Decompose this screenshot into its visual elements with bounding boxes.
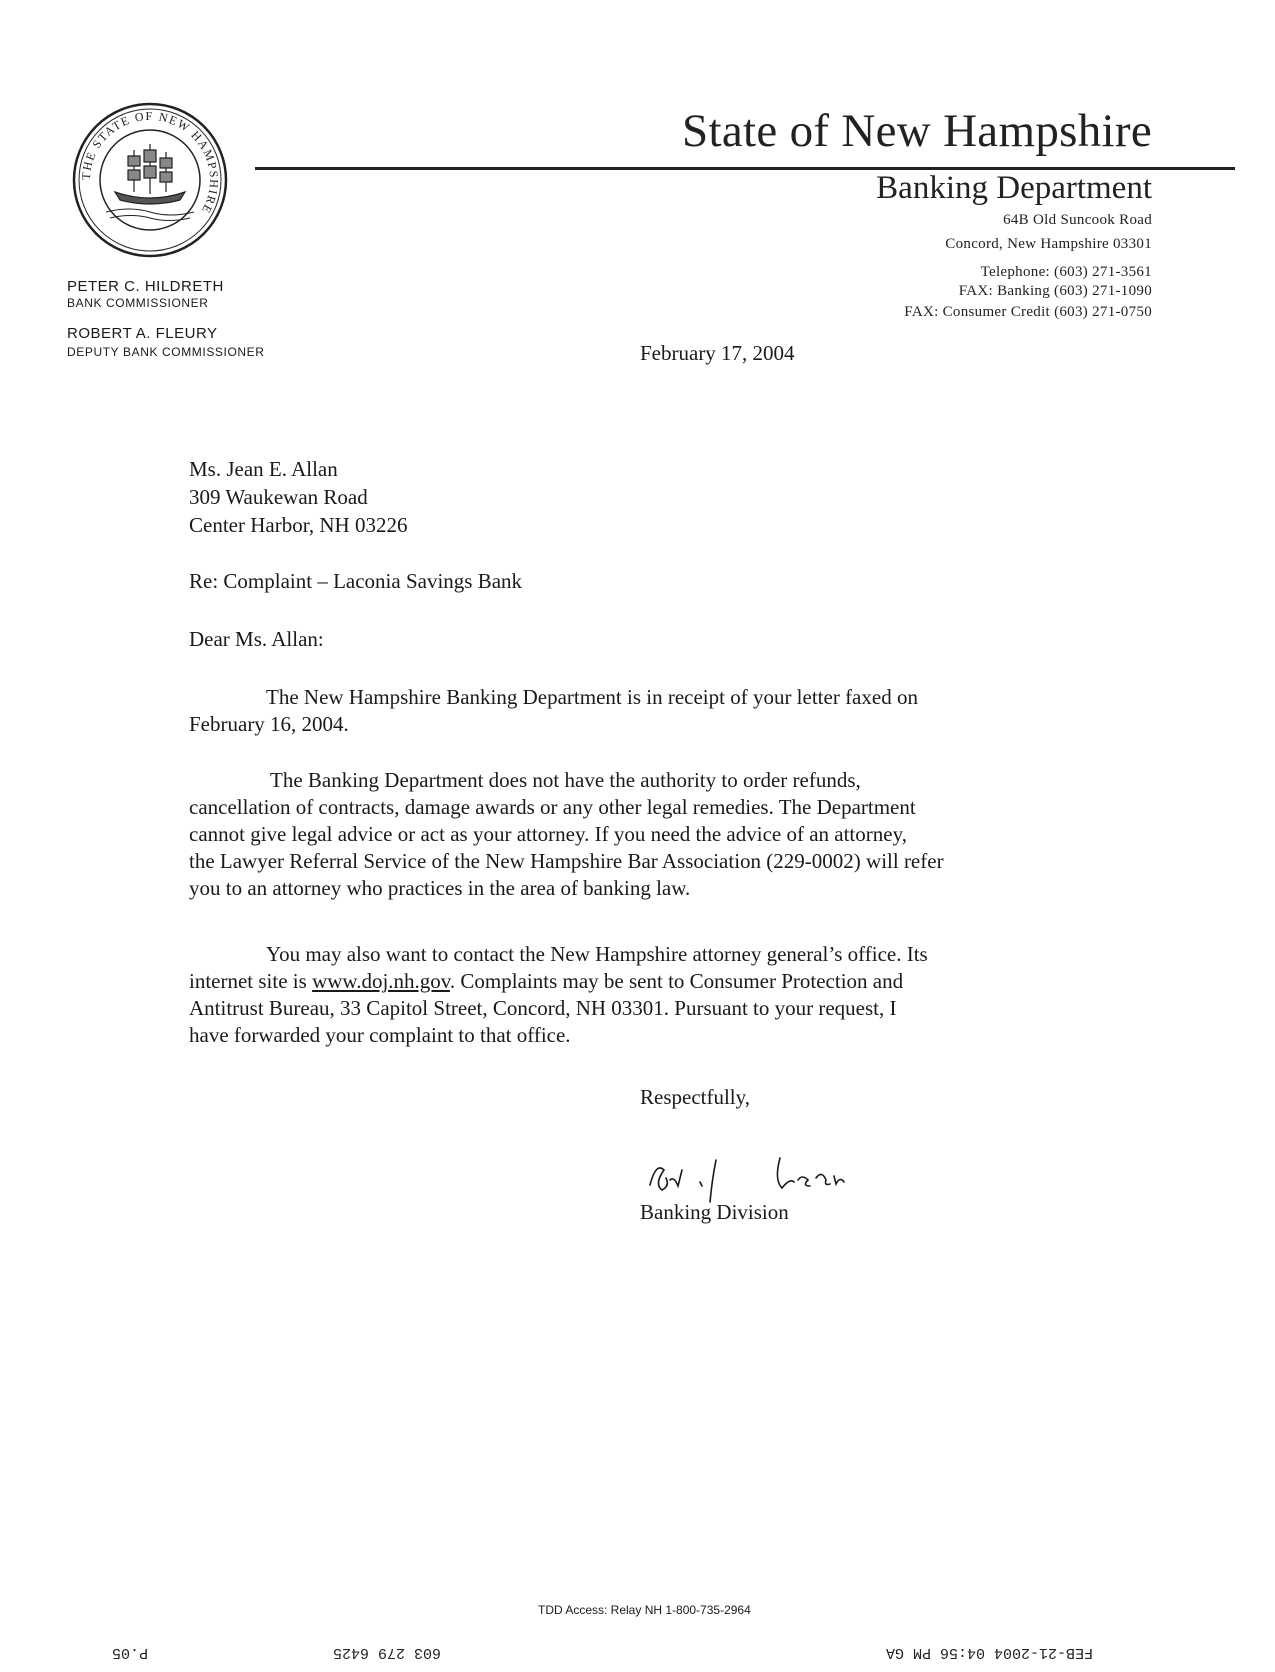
department-name: Banking Department	[876, 170, 1152, 206]
paragraph-1-line: February 16, 2004.	[189, 712, 349, 736]
tdd-access-line: TDD Access: Relay NH 1-800-735-2964	[538, 1603, 751, 1617]
letter-date: February 17, 2004	[640, 341, 795, 365]
fax-banking: FAX: Banking (603) 271-1090	[958, 283, 1152, 299]
paragraph-2-line: the Lawyer Referral Service of the New Hampshire Bar Association (229-0002) will refer	[189, 849, 944, 873]
paragraph-3-line: have forwarded your complaint to that office.	[189, 1023, 571, 1047]
letterhead-title: State of New Hampshire	[682, 105, 1152, 157]
signature-block: Banking Division	[640, 1200, 789, 1224]
subject-line: Re: Complaint – Laconia Savings Bank	[189, 569, 523, 593]
state-seal-logo	[70, 100, 230, 260]
paragraph-3-text: . Complaints may be sent to Consumer Protection and	[449, 969, 904, 993]
fax-header-datetime: FEB-21-2004 04:56 PM GA	[886, 1644, 1094, 1661]
paragraph-2-line: The Banking Department does not have the authority to order refunds,	[270, 768, 861, 792]
paragraph-3-line: You may also want to contact the New Hampshire attorney general’s office. Its	[266, 942, 928, 966]
deputy-commissioner-name: ROBERT A. FLEURY	[67, 325, 218, 342]
paragraph-2-line: cannot give legal advice or act as your attorney. If you need the advice of an attorney,	[189, 822, 907, 846]
recipient-name: Ms. Jean E. Allan	[189, 457, 338, 481]
telephone-number: Telephone: (603) 271-3561	[980, 264, 1152, 280]
paragraph-3-line	[189, 968, 903, 995]
paragraph-3-text: internet site is	[189, 969, 313, 993]
address-city: Concord, New Hampshire 03301	[945, 236, 1152, 252]
paragraph-1-line: The New Hampshire Banking Department is in receipt of your letter faxed on	[266, 685, 918, 709]
fax-header-number: 603 279 6425	[333, 1644, 442, 1661]
closing: Respectfully,	[640, 1085, 751, 1109]
recipient-street: 309 Waukewan Road	[189, 485, 368, 509]
commissioner-name: PETER C. HILDRETH	[67, 278, 224, 295]
fax-header-page: P.05	[112, 1644, 149, 1661]
seal-text: THE STATE OF NEW HAMPSHIRE	[78, 108, 222, 217]
paragraph-3-line: Antitrust Bureau, 33 Capitol Street, Concord, NH 03301. Pursuant to your request, I	[189, 996, 897, 1020]
attorney-general-website-link[interactable]: www.doj.nh.gov	[312, 969, 450, 993]
recipient-city: Center Harbor, NH 03226	[189, 513, 408, 537]
fax-consumer-credit: FAX: Consumer Credit (603) 271-0750	[904, 304, 1152, 320]
address-street: 64B Old Suncook Road	[1003, 212, 1152, 228]
paragraph-2-line: cancellation of contracts, damage awards or any other legal remedies. The Department	[189, 795, 916, 819]
deputy-commissioner-title: DEPUTY BANK COMMISSIONER	[67, 345, 265, 359]
commissioner-title: BANK COMMISSIONER	[67, 296, 209, 310]
salutation: Dear Ms. Allan:	[189, 627, 324, 651]
paragraph-2-line: you to an attorney who practices in the area of banking law.	[189, 876, 691, 900]
